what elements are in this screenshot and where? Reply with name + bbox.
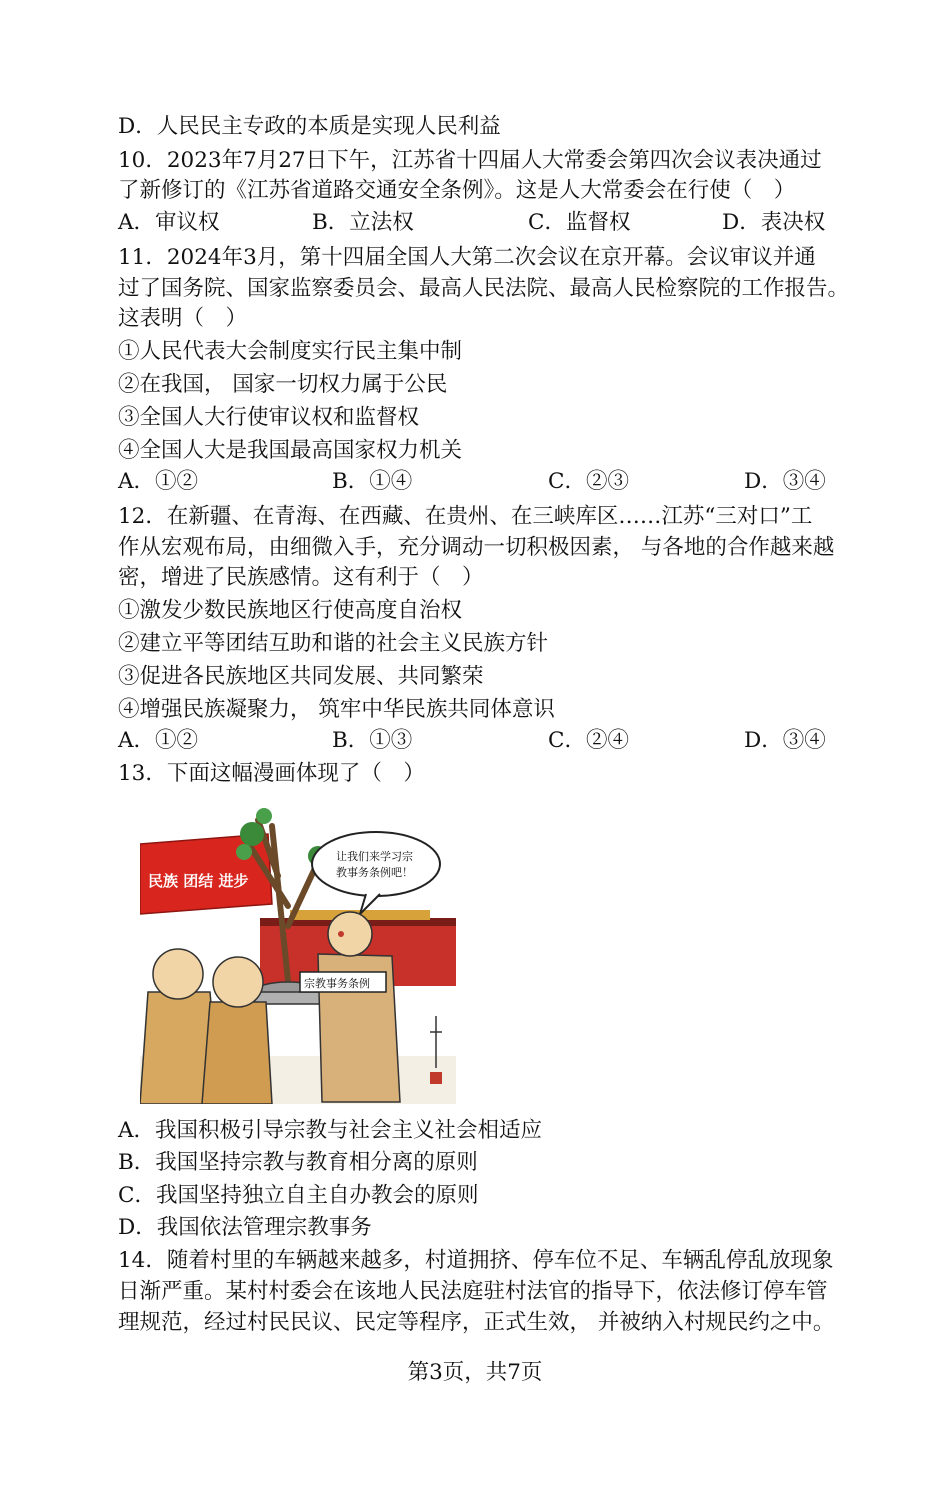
q14-stem-line1: 14．随着村里的车辆越来越多，村道拥挤、停车位不足、车辆乱停乱放现象 [118, 1248, 834, 1273]
q12-option-d[interactable]: D．③④ [744, 728, 826, 753]
q11-option-a[interactable]: A．①② [118, 469, 199, 494]
q11-option-c[interactable]: C．②③ [548, 469, 629, 494]
q11-statement-3: ③全国人大行使审议权和监督权 [118, 405, 420, 430]
q10-options [118, 208, 830, 238]
page-footer: 第3页，共7页 [407, 1360, 543, 1385]
q11-statement-4: ④全国人大是我国最高国家权力机关 [118, 438, 463, 463]
q12-stem-line3: 密，增进了民族感情。这有利于（ ） [118, 565, 484, 590]
q12-option-b[interactable]: B．①③ [332, 728, 413, 753]
q12-statement-2: ②建立平等团结互助和谐的社会主义民族方针 [118, 631, 549, 656]
q11-option-b[interactable]: B．①④ [332, 469, 413, 494]
q14-stem-line3: 理规范，经过村民民议、民定等程序，正式生效， 并被纳入村规民约之中。 [118, 1310, 835, 1335]
q13-option-c[interactable]: C．我国坚持独立自主自办教会的原则 [118, 1183, 479, 1208]
q13-cartoon-image [140, 806, 456, 1104]
q10-stem-line2: 了新修订的《江苏省道路交通安全条例》。这是人大常委会在行使（ ） [118, 178, 796, 203]
q11-statement-2: ②在我国， 国家一切权力属于公民 [118, 372, 448, 397]
q12-statement-4: ④增强民族凝聚力， 筑牢中华民族共同体意识 [118, 697, 555, 722]
q10-stem-line1: 10．2023年7月27日下午，江苏省十四届人大常委会第四次会议表决通过 [118, 148, 822, 173]
q13-option-b[interactable]: B．我国坚持宗教与教育相分离的原则 [118, 1150, 478, 1175]
q12-stem-line2: 作从宏观布局，由细微入手，充分调动一切积极因素， 与各地的合作越来越 [118, 535, 835, 560]
cartoon-speech-line1: 让我们来学习宗 [336, 850, 413, 863]
q11-statement-1: ①人民代表大会制度实行民主集中制 [118, 339, 463, 364]
q10-option-a[interactable]: A．审议权 [118, 210, 220, 235]
q10-option-c[interactable]: C．监督权 [528, 210, 631, 235]
q10-option-d[interactable]: D．表决权 [722, 210, 826, 235]
q11-stem-line3: 这表明（ ） [118, 306, 248, 331]
q13-option-a[interactable]: A．我国积极引导宗教与社会主义社会相适应 [118, 1118, 543, 1143]
q14-stem-line2: 日渐严重。某村村委会在该地人民法庭驻村法官的指导下，依法修订停车管 [118, 1279, 828, 1304]
q12-option-c[interactable]: C．②④ [548, 728, 629, 753]
q10-option-b[interactable]: B．立法权 [312, 210, 414, 235]
q11-option-d[interactable]: D．③④ [744, 469, 826, 494]
q12-statement-3: ③促进各民族地区共同发展、共同繁荣 [118, 664, 484, 689]
q12-statement-1: ①激发少数民族地区行使高度自治权 [118, 598, 463, 623]
cartoon-sign-text: 宗教事务条例 [304, 977, 370, 990]
q11-stem-line1: 11．2024年3月，第十四届全国人大第二次会议在京开幕。会议审议并通 [118, 245, 816, 270]
q9-option-d: D．人民民主专政的本质是实现人民利益 [118, 114, 501, 139]
q13-option-d[interactable]: D．我国依法管理宗教事务 [118, 1215, 372, 1240]
cartoon-speech-line2: 教事务条例吧！ [336, 866, 413, 879]
q11-stem-line2: 过了国务院、国家监察委员会、最高人民法院、最高人民检察院的工作报告。 [118, 276, 850, 301]
q13-stem: 13．下面这幅漫画体现了（ ） [118, 761, 425, 786]
q11-options [118, 467, 830, 497]
q12-options [118, 726, 830, 756]
cartoon-banner-text: 民族 团结 进步 [148, 872, 249, 890]
q12-stem-line1: 12．在新疆、在青海、在西藏、在贵州、在三峡库区……江苏“三对口”工 [118, 504, 813, 529]
q12-option-a[interactable]: A．①② [118, 728, 199, 753]
